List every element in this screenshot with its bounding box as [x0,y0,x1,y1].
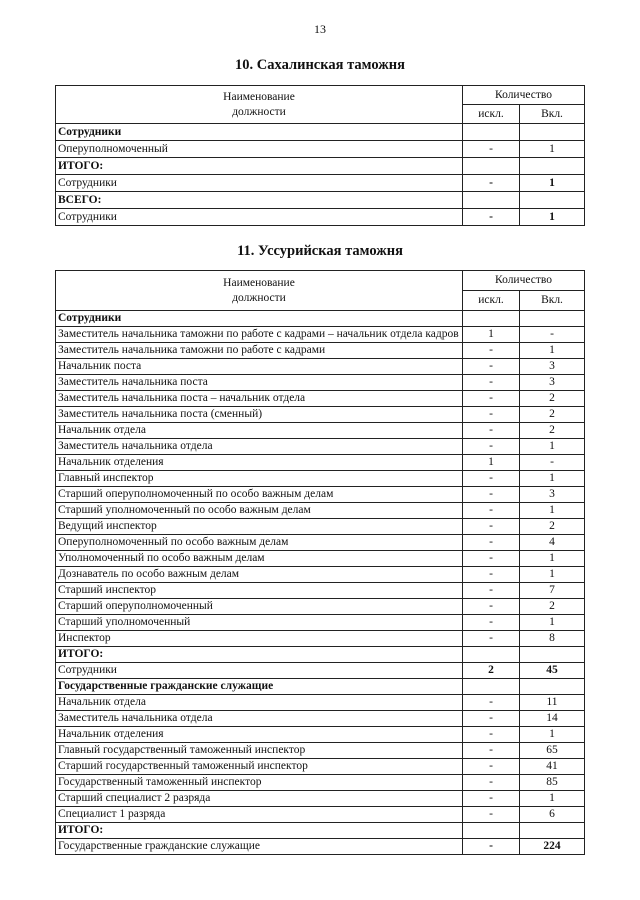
header-quantity: Количество [463,86,585,105]
included-count-cell: 3 [520,359,585,375]
position-name-cell: Заместитель начальника таможни по работе с кадрами [56,343,463,359]
table-row [56,775,585,791]
position-name-cell: Начальник отдела [56,423,463,439]
position-name-cell: Старший специалист 2 разряда [56,791,463,807]
excluded-count-cell [463,823,520,839]
table-row [56,599,585,615]
position-name-cell: Государственные гражданские служащие [56,679,463,695]
table-row [56,192,585,209]
table-row [56,407,585,423]
included-count-cell [520,679,585,695]
excluded-count-cell: - [463,743,520,759]
position-name-cell: Инспектор [56,631,463,647]
excluded-count-cell: - [463,141,520,158]
table-row [56,359,585,375]
header-position-name [56,271,463,311]
header-excluded: искл. [463,291,520,311]
table-row [56,455,585,471]
excluded-count-cell: - [463,839,520,855]
table-row [56,583,585,599]
position-name-cell: Старший уполномоченный по особо важным делам [56,503,463,519]
included-count-cell: 65 [520,743,585,759]
header-excluded: искл. [463,105,520,124]
position-name-cell: Сотрудники [56,209,463,226]
position-name-cell: Сотрудники [56,311,463,327]
table-row [56,423,585,439]
excluded-count-cell: - [463,775,520,791]
table-row [56,551,585,567]
excluded-count-cell: - [463,343,520,359]
position-name-cell: ИТОГО: [56,158,463,175]
table-row [56,791,585,807]
excluded-count-cell: - [463,391,520,407]
included-count-cell [520,124,585,141]
table-row [56,375,585,391]
included-count-cell: 1 [520,175,585,192]
header-name-line1: Наименование [223,90,295,103]
staff-table-sakhalin [55,85,585,226]
position-name-cell: Старший государственный таможенный инспектор [56,759,463,775]
table-row [56,695,585,711]
excluded-count-cell: - [463,375,520,391]
excluded-count-cell: - [463,209,520,226]
table-row [56,727,585,743]
position-name-cell: Начальник отделения [56,727,463,743]
included-count-cell: 1 [520,141,585,158]
table-row [56,679,585,695]
position-name-cell: Старший оперуполномоченный [56,599,463,615]
table-row [56,631,585,647]
included-count-cell: 3 [520,487,585,503]
included-count-cell: 11 [520,695,585,711]
excluded-count-cell: 1 [463,327,520,343]
included-count-cell: 1 [520,439,585,455]
table-row [56,823,585,839]
excluded-count-cell: - [463,759,520,775]
included-count-cell: 224 [520,839,585,855]
table-row [56,311,585,327]
position-name-cell: Сотрудники [56,663,463,679]
position-name-cell: Дознаватель по особо важным делам [56,567,463,583]
table-row [56,124,585,141]
excluded-count-cell: - [463,551,520,567]
position-name-cell: Уполномоченный по особо важным делам [56,551,463,567]
position-name-cell: Старший инспектор [56,583,463,599]
table-row [56,743,585,759]
excluded-count-cell: - [463,503,520,519]
header-quantity: Количество [463,271,585,291]
table-row [56,711,585,727]
included-count-cell: - [520,327,585,343]
position-name-cell: Сотрудники [56,175,463,192]
excluded-count-cell: - [463,519,520,535]
included-count-cell: 1 [520,791,585,807]
position-name-cell: Главный инспектор [56,471,463,487]
included-count-cell: 85 [520,775,585,791]
header-name-line2: должности [232,291,286,304]
staff-table-ussuriysk [55,270,585,855]
excluded-count-cell: - [463,791,520,807]
position-name-cell: Заместитель начальника таможни по работе с кадрами – начальник отдела кадров [56,327,463,343]
position-name-cell: Старший оперуполномоченный по особо важным делам [56,487,463,503]
excluded-count-cell: - [463,807,520,823]
excluded-count-cell: - [463,567,520,583]
included-count-cell: 1 [520,551,585,567]
excluded-count-cell: - [463,727,520,743]
excluded-count-cell: - [463,487,520,503]
position-name-cell: Заместитель начальника отдела [56,439,463,455]
table-row [56,471,585,487]
included-count-cell: 4 [520,535,585,551]
excluded-count-cell: - [463,615,520,631]
page-number: 13 [314,22,326,36]
table-row [56,535,585,551]
included-count-cell [520,158,585,175]
excluded-count-cell [463,647,520,663]
table-row [56,487,585,503]
table-row [56,327,585,343]
table-row [56,141,585,158]
included-count-cell: 2 [520,391,585,407]
excluded-count-cell: - [463,407,520,423]
table-row [56,615,585,631]
included-count-cell: 1 [520,615,585,631]
included-count-cell [520,823,585,839]
included-count-cell [520,192,585,209]
header-name-line1: Наименование [223,276,295,289]
excluded-count-cell [463,679,520,695]
header-position-name [56,86,463,124]
table-row [56,839,585,855]
included-count-cell: 6 [520,807,585,823]
table-row [56,647,585,663]
excluded-count-cell: - [463,711,520,727]
included-count-cell: - [520,455,585,471]
position-name-cell: Оперуполномоченный [56,141,463,158]
excluded-count-cell: - [463,175,520,192]
excluded-count-cell: - [463,631,520,647]
table-row [56,158,585,175]
position-name-cell: Сотрудники [56,124,463,141]
table-row [56,663,585,679]
table-row [56,439,585,455]
excluded-count-cell: - [463,423,520,439]
included-count-cell [520,647,585,663]
included-count-cell: 2 [520,599,585,615]
header-included: Вкл. [520,291,585,311]
position-name-cell: Начальник отделения [56,455,463,471]
excluded-count-cell [463,311,520,327]
table-row [56,391,585,407]
position-name-cell: Заместитель начальника поста – начальник отдела [56,391,463,407]
position-name-cell: Старший уполномоченный [56,615,463,631]
table-row [56,343,585,359]
excluded-count-cell: - [463,439,520,455]
included-count-cell: 3 [520,375,585,391]
section-title-sakhalin: 10. Сахалинская таможня [235,57,405,73]
excluded-count-cell: 2 [463,663,520,679]
included-count-cell: 14 [520,711,585,727]
included-count-cell: 1 [520,567,585,583]
table-row [56,519,585,535]
included-count-cell [520,311,585,327]
included-count-cell: 1 [520,503,585,519]
included-count-cell: 8 [520,631,585,647]
excluded-count-cell: - [463,471,520,487]
excluded-count-cell: 1 [463,455,520,471]
included-count-cell: 45 [520,663,585,679]
included-count-cell: 1 [520,471,585,487]
position-name-cell: Заместитель начальника поста (сменный) [56,407,463,423]
position-name-cell: Оперуполномоченный по особо важным делам [56,535,463,551]
header-included: Вкл. [520,105,585,124]
included-count-cell: 2 [520,407,585,423]
table-row [56,759,585,775]
header-name-line2: должности [232,105,286,118]
table-row [56,503,585,519]
position-name-cell: Главный государственный таможенный инспектор [56,743,463,759]
position-name-cell: Начальник отдела [56,695,463,711]
included-count-cell: 2 [520,519,585,535]
section-title-ussuriysk: 11. Уссурийская таможня [237,243,403,259]
included-count-cell: 1 [520,343,585,359]
table-row [56,567,585,583]
position-name-cell: Заместитель начальника отдела [56,711,463,727]
position-name-cell: Специалист 1 разряда [56,807,463,823]
position-name-cell: ВСЕГО: [56,192,463,209]
excluded-count-cell: - [463,695,520,711]
included-count-cell: 1 [520,209,585,226]
position-name-cell: ИТОГО: [56,647,463,663]
excluded-count-cell: - [463,583,520,599]
included-count-cell: 41 [520,759,585,775]
excluded-count-cell [463,192,520,209]
included-count-cell: 1 [520,727,585,743]
table-row [56,209,585,226]
excluded-count-cell: - [463,359,520,375]
position-name-cell: Государственный таможенный инспектор [56,775,463,791]
table-row [56,175,585,192]
position-name-cell: Начальник поста [56,359,463,375]
excluded-count-cell [463,124,520,141]
excluded-count-cell [463,158,520,175]
excluded-count-cell: - [463,599,520,615]
position-name-cell: ИТОГО: [56,823,463,839]
table-row [56,807,585,823]
included-count-cell: 2 [520,423,585,439]
included-count-cell: 7 [520,583,585,599]
position-name-cell: Ведущий инспектор [56,519,463,535]
position-name-cell: Государственные гражданские служащие [56,839,463,855]
position-name-cell: Заместитель начальника поста [56,375,463,391]
excluded-count-cell: - [463,535,520,551]
